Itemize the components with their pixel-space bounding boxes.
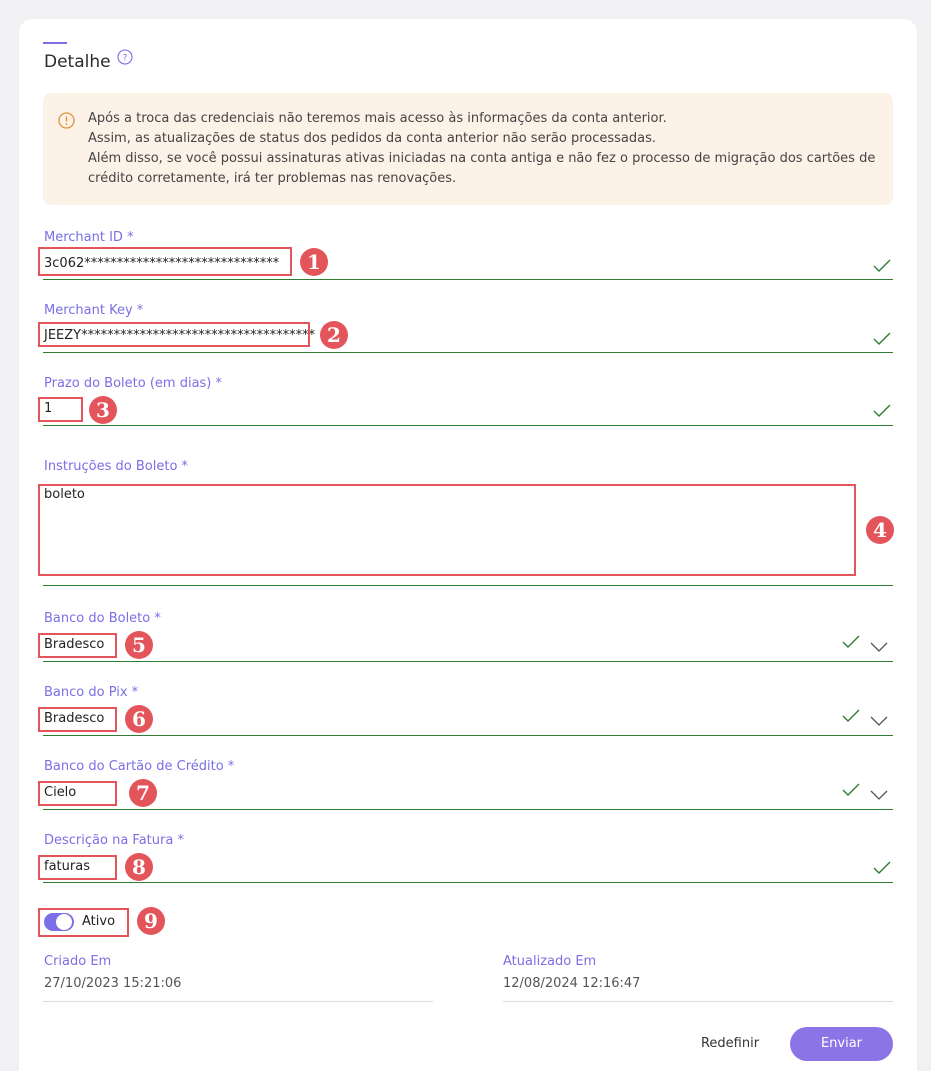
created-at-divider — [43, 1001, 433, 1002]
updated-at-label: Atualizado Em — [503, 954, 597, 969]
highlight-box-7 — [38, 781, 117, 806]
highlight-box-9 — [38, 908, 129, 937]
instrucoes-boleto-textarea[interactable]: boleto — [44, 487, 85, 502]
instrucoes-boleto-underline — [43, 585, 893, 586]
banco-cartao-select[interactable]: Cielo — [44, 785, 77, 800]
warning-text-line: Após a troca das credenciais não teremos mais acesso às informações da conta anterior. — [88, 111, 667, 126]
warning-circle-icon — [58, 112, 75, 129]
reset-button[interactable]: Redefinir — [700, 1036, 760, 1051]
merchant-key-underline — [43, 352, 893, 353]
highlight-box-3 — [38, 397, 83, 422]
annotation-badge-8: 8 — [125, 853, 153, 881]
merchant-id-input[interactable]: 3c062****************************** — [44, 256, 280, 271]
check-icon — [873, 861, 891, 875]
annotation-badge-7: 7 — [129, 779, 157, 807]
prazo-boleto-input[interactable]: 1 — [44, 401, 53, 416]
highlight-box-6 — [38, 707, 117, 732]
descricao-fatura-underline — [43, 882, 893, 883]
merchant-key-input[interactable]: JEEZY************************************ — [44, 328, 316, 343]
highlight-box-2 — [38, 322, 310, 347]
annotation-badge-6: 6 — [125, 705, 153, 733]
highlight-box-4 — [38, 484, 856, 576]
page-title: Detalhe — [44, 52, 111, 72]
svg-text:?: ? — [122, 53, 128, 64]
prazo-boleto-underline — [43, 425, 893, 426]
banco-cartao-underline — [43, 809, 893, 810]
check-icon — [842, 635, 860, 649]
check-icon — [842, 783, 860, 797]
banco-boleto-underline — [43, 661, 893, 662]
warning-text-line: Além disso, se você possui assinaturas ativas iniciadas na conta antiga e não fez o processo de migração dos cartões de — [88, 151, 876, 166]
warning-text-line: crédito corretamente, irá ter problemas nas renovações. — [88, 171, 457, 186]
merchant-id-underline — [43, 279, 893, 280]
check-icon — [873, 259, 891, 273]
merchant-id-label: Merchant ID * — [44, 230, 134, 245]
updated-at-divider — [503, 1001, 893, 1002]
banco-boleto-select[interactable]: Bradesco — [44, 637, 105, 652]
question-circle-icon[interactable] — [117, 49, 133, 65]
chevron-down-icon[interactable] — [870, 716, 888, 726]
annotation-badge-3: 3 — [89, 396, 117, 424]
annotation-badge-5: 5 — [125, 631, 153, 659]
highlight-box-5 — [38, 633, 117, 658]
annotation-badge-1: 1 — [300, 248, 328, 276]
highlight-box-8 — [38, 855, 117, 880]
banco-pix-select[interactable]: Bradesco — [44, 711, 105, 726]
title-accent-bar — [43, 42, 67, 44]
chevron-down-icon[interactable] — [870, 642, 888, 652]
merchant-key-label: Merchant Key * — [44, 303, 144, 318]
instrucoes-boleto-label: Instruções do Boleto * — [44, 459, 189, 474]
banco-pix-label: Banco do Pix * — [44, 685, 139, 700]
check-icon — [873, 332, 891, 346]
created-at-value: 27/10/2023 15:21:06 — [44, 976, 182, 991]
check-icon — [842, 709, 860, 723]
prazo-boleto-label: Prazo do Boleto (em dias) * — [44, 376, 223, 391]
highlight-box-1 — [38, 247, 292, 276]
active-toggle-label: Ativo — [82, 914, 116, 929]
send-button[interactable]: Enviar — [790, 1027, 893, 1061]
chevron-down-icon[interactable] — [870, 790, 888, 800]
annotation-badge-2: 2 — [320, 321, 348, 349]
created-at-label: Criado Em — [44, 954, 112, 969]
banco-boleto-label: Banco do Boleto * — [44, 611, 161, 626]
updated-at-value: 12/08/2024 12:16:47 — [503, 976, 641, 991]
descricao-fatura-input[interactable]: faturas — [44, 859, 90, 874]
banco-cartao-label: Banco do Cartão de Crédito * — [44, 759, 235, 774]
banco-pix-underline — [43, 735, 893, 736]
check-icon — [873, 404, 891, 418]
descricao-fatura-label: Descrição na Fatura * — [44, 833, 184, 848]
warning-text-line: Assim, as atualizações de status dos pedidos da conta anterior não serão processadas. — [88, 131, 657, 146]
annotation-badge-9: 9 — [137, 907, 165, 935]
annotation-badge-4: 4 — [866, 516, 894, 544]
